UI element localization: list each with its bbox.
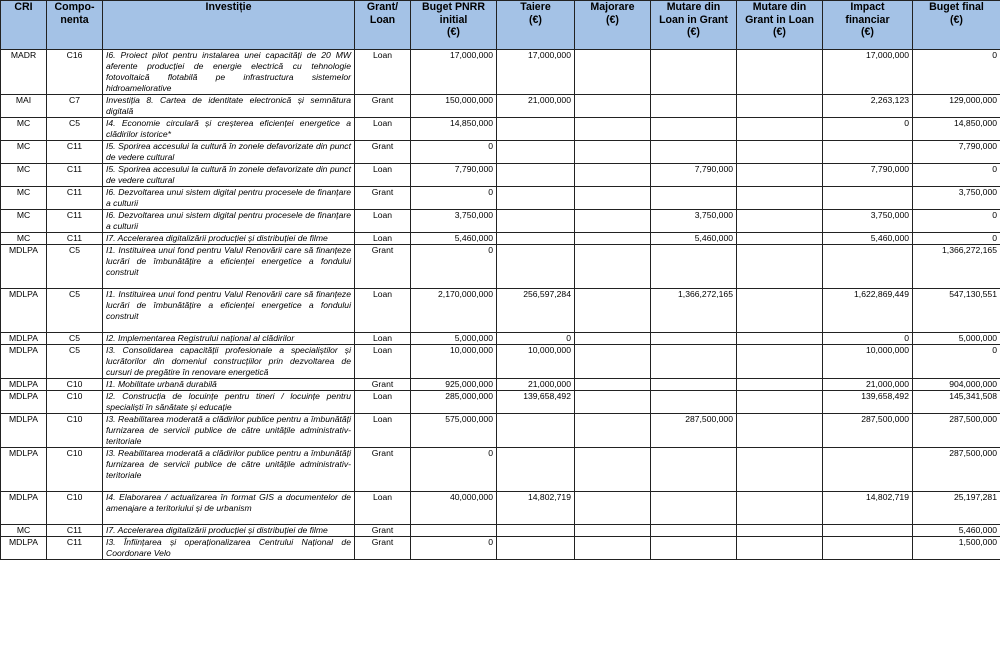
cell-mutare-loan-grant: 5,460,000 bbox=[651, 233, 737, 245]
cell-grant-loan: Loan bbox=[355, 233, 411, 245]
cell-buget-final: 0 bbox=[913, 50, 1000, 95]
cell-cri: MDLPA bbox=[1, 492, 47, 525]
cell-grant-loan: Grant bbox=[355, 95, 411, 118]
cell-majorare bbox=[575, 537, 651, 560]
cell-taiere bbox=[497, 210, 575, 233]
table-row bbox=[1, 333, 1000, 345]
cell-componenta: C16 bbox=[47, 50, 103, 95]
cell-mutare-grant-loan bbox=[737, 95, 823, 118]
cell-mutare-grant-loan bbox=[737, 164, 823, 187]
cell-impact: 139,658,492 bbox=[823, 391, 913, 414]
table-row bbox=[1, 95, 1000, 118]
cell-investitie: I2. Implementarea Registrului național al clădirilor bbox=[103, 333, 355, 345]
cell-componenta: C11 bbox=[47, 164, 103, 187]
cell-componenta: C5 bbox=[47, 289, 103, 333]
header-row bbox=[1, 1, 1000, 50]
cell-investitie: I6. Dezvoltarea unui sistem digital pentru procesele de finanțare a culturii bbox=[103, 187, 355, 210]
cell-grant-loan: Loan bbox=[355, 333, 411, 345]
table-row bbox=[1, 345, 1000, 379]
cell-majorare bbox=[575, 333, 651, 345]
cell-componenta: C11 bbox=[47, 537, 103, 560]
cell-taiere bbox=[497, 414, 575, 448]
cell-buget-initial bbox=[411, 525, 497, 537]
cell-buget-final: 7,790,000 bbox=[913, 141, 1000, 164]
col-header-mutare-grant-loan: Mutare din Grant in Loan (€) bbox=[737, 1, 823, 50]
table-row bbox=[1, 391, 1000, 414]
cell-mutare-loan-grant bbox=[651, 118, 737, 141]
cell-investitie: I1. Instituirea unui fond pentru Valul Renovării care să finanțeze lucrări de îmbunătățire a eficienței energetice a fondului construit bbox=[103, 245, 355, 289]
cell-cri: MC bbox=[1, 118, 47, 141]
cell-componenta: C10 bbox=[47, 379, 103, 391]
col-header-componenta: Compo- nenta bbox=[47, 1, 103, 50]
cell-majorare bbox=[575, 414, 651, 448]
cell-investitie: Investiția 8. Cartea de identitate electronică și semnătura digitală bbox=[103, 95, 355, 118]
cell-mutare-loan-grant: 3,750,000 bbox=[651, 210, 737, 233]
cell-buget-final: 129,000,000 bbox=[913, 95, 1000, 118]
cell-mutare-loan-grant bbox=[651, 379, 737, 391]
cell-grant-loan: Grant bbox=[355, 537, 411, 560]
cell-investitie: I4. Elaborarea / actualizarea în format GIS a documentelor de amenajare a teritoriului și de urbanism bbox=[103, 492, 355, 525]
cell-mutare-grant-loan bbox=[737, 345, 823, 379]
cell-mutare-loan-grant bbox=[651, 50, 737, 95]
cell-taiere bbox=[497, 118, 575, 141]
cell-investitie: I5. Sporirea accesului la cultură în zonele defavorizate din punct de vedere cultural bbox=[103, 141, 355, 164]
cell-grant-loan: Loan bbox=[355, 391, 411, 414]
cell-cri: MC bbox=[1, 141, 47, 164]
cell-grant-loan: Loan bbox=[355, 50, 411, 95]
cell-majorare bbox=[575, 118, 651, 141]
cell-grant-loan: Grant bbox=[355, 379, 411, 391]
cell-buget-initial: 5,460,000 bbox=[411, 233, 497, 245]
cell-majorare bbox=[575, 95, 651, 118]
cell-buget-initial: 575,000,000 bbox=[411, 414, 497, 448]
cell-buget-final: 1,366,272,165 bbox=[913, 245, 1000, 289]
cell-mutare-loan-grant bbox=[651, 333, 737, 345]
cell-cri: MADR bbox=[1, 50, 47, 95]
cell-mutare-loan-grant bbox=[651, 95, 737, 118]
cell-investitie: I1. Instituirea unui fond pentru Valul Renovării care să finanțeze lucrări de îmbunătățire a eficienței energetice a fondului construit bbox=[103, 289, 355, 333]
cell-buget-initial: 14,850,000 bbox=[411, 118, 497, 141]
cell-majorare bbox=[575, 245, 651, 289]
cell-taiere: 17,000,000 bbox=[497, 50, 575, 95]
cell-impact: 0 bbox=[823, 333, 913, 345]
cell-impact: 14,802,719 bbox=[823, 492, 913, 525]
cell-grant-loan: Grant bbox=[355, 187, 411, 210]
cell-mutare-grant-loan bbox=[737, 391, 823, 414]
col-header-impact: Impact financiar (€) bbox=[823, 1, 913, 50]
col-header-cri: CRI bbox=[1, 1, 47, 50]
cell-mutare-loan-grant bbox=[651, 391, 737, 414]
cell-buget-final: 0 bbox=[913, 210, 1000, 233]
cell-componenta: C5 bbox=[47, 245, 103, 289]
cell-investitie: I7. Accelerarea digitalizării producției și distribuției de filme bbox=[103, 525, 355, 537]
cell-buget-initial: 2,170,000,000 bbox=[411, 289, 497, 333]
cell-grant-loan: Grant bbox=[355, 141, 411, 164]
cell-buget-initial: 0 bbox=[411, 141, 497, 164]
cell-majorare bbox=[575, 50, 651, 95]
cell-buget-initial: 40,000,000 bbox=[411, 492, 497, 525]
cell-impact bbox=[823, 187, 913, 210]
cell-cri: MDLPA bbox=[1, 391, 47, 414]
cell-buget-final: 14,850,000 bbox=[913, 118, 1000, 141]
cell-mutare-grant-loan bbox=[737, 379, 823, 391]
cell-cri: MC bbox=[1, 187, 47, 210]
cell-taiere bbox=[497, 164, 575, 187]
table-row bbox=[1, 492, 1000, 525]
cell-taiere: 21,000,000 bbox=[497, 379, 575, 391]
cell-mutare-grant-loan bbox=[737, 50, 823, 95]
cell-taiere: 0 bbox=[497, 333, 575, 345]
cell-grant-loan: Loan bbox=[355, 164, 411, 187]
cell-taiere bbox=[497, 187, 575, 210]
cell-componenta: C10 bbox=[47, 391, 103, 414]
cell-buget-initial: 0 bbox=[411, 187, 497, 210]
cell-mutare-loan-grant: 7,790,000 bbox=[651, 164, 737, 187]
cell-mutare-grant-loan bbox=[737, 118, 823, 141]
cell-majorare bbox=[575, 379, 651, 391]
cell-majorare bbox=[575, 391, 651, 414]
cell-buget-final: 145,341,508 bbox=[913, 391, 1000, 414]
cell-componenta: C10 bbox=[47, 414, 103, 448]
cell-componenta: C11 bbox=[47, 187, 103, 210]
cell-buget-initial: 285,000,000 bbox=[411, 391, 497, 414]
cell-impact: 1,622,869,449 bbox=[823, 289, 913, 333]
cell-buget-final: 3,750,000 bbox=[913, 187, 1000, 210]
cell-grant-loan: Loan bbox=[355, 289, 411, 333]
cell-buget-final: 904,000,000 bbox=[913, 379, 1000, 391]
cell-mutare-loan-grant bbox=[651, 187, 737, 210]
cell-buget-initial: 925,000,000 bbox=[411, 379, 497, 391]
cell-componenta: C5 bbox=[47, 118, 103, 141]
cell-majorare bbox=[575, 448, 651, 492]
cell-majorare bbox=[575, 164, 651, 187]
cell-buget-initial: 5,000,000 bbox=[411, 333, 497, 345]
cell-taiere bbox=[497, 141, 575, 164]
cell-cri: MDLPA bbox=[1, 245, 47, 289]
cell-investitie: I6. Proiect pilot pentru instalarea unei capacități de 20 MW aferente producției de energie electrică cu tehnologie fotovoltaică flotabilă pe infrastructura sistemelor hidroameliorative bbox=[103, 50, 355, 95]
cell-impact bbox=[823, 141, 913, 164]
cell-grant-loan: Grant bbox=[355, 448, 411, 492]
cell-majorare bbox=[575, 210, 651, 233]
cell-mutare-grant-loan bbox=[737, 245, 823, 289]
cell-majorare bbox=[575, 289, 651, 333]
table-row bbox=[1, 164, 1000, 187]
cell-taiere: 14,802,719 bbox=[497, 492, 575, 525]
cell-mutare-grant-loan bbox=[737, 333, 823, 345]
cell-majorare bbox=[575, 345, 651, 379]
cell-buget-final: 0 bbox=[913, 233, 1000, 245]
cell-investitie: I7. Accelerarea digitalizării producției și distribuției de filme bbox=[103, 233, 355, 245]
cell-mutare-grant-loan bbox=[737, 289, 823, 333]
cell-majorare bbox=[575, 233, 651, 245]
cell-mutare-grant-loan bbox=[737, 414, 823, 448]
cell-impact: 2,263,123 bbox=[823, 95, 913, 118]
cell-mutare-loan-grant bbox=[651, 141, 737, 164]
cell-investitie: I4. Economie circulară și creșterea eficienței energetice a clădirilor istorice* bbox=[103, 118, 355, 141]
cell-taiere bbox=[497, 525, 575, 537]
cell-majorare bbox=[575, 525, 651, 537]
cell-componenta: C11 bbox=[47, 525, 103, 537]
cell-mutare-grant-loan bbox=[737, 492, 823, 525]
cell-taiere bbox=[497, 537, 575, 560]
cell-mutare-loan-grant bbox=[651, 448, 737, 492]
cell-cri: MDLPA bbox=[1, 345, 47, 379]
cell-mutare-loan-grant: 287,500,000 bbox=[651, 414, 737, 448]
cell-buget-final: 5,460,000 bbox=[913, 525, 1000, 537]
cell-buget-initial: 0 bbox=[411, 448, 497, 492]
cell-buget-initial: 10,000,000 bbox=[411, 345, 497, 379]
cell-buget-final: 0 bbox=[913, 345, 1000, 379]
table-row bbox=[1, 245, 1000, 289]
cell-taiere bbox=[497, 448, 575, 492]
cell-impact: 21,000,000 bbox=[823, 379, 913, 391]
cell-taiere bbox=[497, 245, 575, 289]
table-row bbox=[1, 118, 1000, 141]
cell-componenta: C10 bbox=[47, 448, 103, 492]
cell-investitie: I5. Sporirea accesului la cultură în zonele defavorizate din punct de vedere cultural bbox=[103, 164, 355, 187]
table-row bbox=[1, 289, 1000, 333]
cell-grant-loan: Grant bbox=[355, 245, 411, 289]
cell-cri: MDLPA bbox=[1, 537, 47, 560]
cell-impact: 10,000,000 bbox=[823, 345, 913, 379]
table-row bbox=[1, 210, 1000, 233]
cell-componenta: C11 bbox=[47, 141, 103, 164]
cell-investitie: I3. Înființarea și operaționalizarea Centrului Național de Coordonare Velo bbox=[103, 537, 355, 560]
cell-componenta: C5 bbox=[47, 333, 103, 345]
table-row bbox=[1, 414, 1000, 448]
cell-majorare bbox=[575, 141, 651, 164]
cell-investitie: I3. Consolidarea capacității profesionale a specialiștilor și lucrătorilor din domeniul construcțiilor prin dezvoltarea de cursuri de pregătire în renovare energetică bbox=[103, 345, 355, 379]
col-header-buget-final: Buget final (€) bbox=[913, 1, 1000, 50]
cell-grant-loan: Loan bbox=[355, 118, 411, 141]
cell-taiere: 21,000,000 bbox=[497, 95, 575, 118]
cell-buget-final: 5,000,000 bbox=[913, 333, 1000, 345]
cell-cri: MDLPA bbox=[1, 414, 47, 448]
cell-buget-initial: 17,000,000 bbox=[411, 50, 497, 95]
cell-mutare-grant-loan bbox=[737, 448, 823, 492]
cell-cri: MC bbox=[1, 164, 47, 187]
table-row bbox=[1, 525, 1000, 537]
cell-grant-loan: Grant bbox=[355, 525, 411, 537]
cell-investitie: I3. Reabilitarea moderată a clădirilor publice pentru a îmbunătăți furnizarea de servicii publice de către unitățile administrativ-teritoriale bbox=[103, 414, 355, 448]
cell-taiere bbox=[497, 233, 575, 245]
cell-impact bbox=[823, 525, 913, 537]
cell-buget-final: 287,500,000 bbox=[913, 448, 1000, 492]
cell-buget-initial: 0 bbox=[411, 245, 497, 289]
cell-impact bbox=[823, 245, 913, 289]
table-row bbox=[1, 50, 1000, 95]
cell-mutare-grant-loan bbox=[737, 537, 823, 560]
cell-cri: MC bbox=[1, 525, 47, 537]
cell-buget-initial: 7,790,000 bbox=[411, 164, 497, 187]
cell-grant-loan: Loan bbox=[355, 210, 411, 233]
cell-taiere: 10,000,000 bbox=[497, 345, 575, 379]
cell-cri: MC bbox=[1, 233, 47, 245]
col-header-taiere: Taiere (€) bbox=[497, 1, 575, 50]
cell-impact: 287,500,000 bbox=[823, 414, 913, 448]
cell-mutare-loan-grant: 1,366,272,165 bbox=[651, 289, 737, 333]
cell-cri: MDLPA bbox=[1, 289, 47, 333]
table-row bbox=[1, 233, 1000, 245]
cell-mutare-grant-loan bbox=[737, 525, 823, 537]
cell-investitie: I3. Reabilitarea moderată a clădirilor publice pentru a îmbunătăți furnizarea de servicii publice de către unitățile administrativ-teritoriale bbox=[103, 448, 355, 492]
cell-cri: MDLPA bbox=[1, 333, 47, 345]
col-header-majorare: Majorare (€) bbox=[575, 1, 651, 50]
col-header-investitie: Investiție bbox=[103, 1, 355, 50]
cell-mutare-grant-loan bbox=[737, 210, 823, 233]
cell-buget-initial: 3,750,000 bbox=[411, 210, 497, 233]
cell-componenta: C5 bbox=[47, 345, 103, 379]
cell-buget-final: 287,500,000 bbox=[913, 414, 1000, 448]
cell-mutare-loan-grant bbox=[651, 245, 737, 289]
cell-cri: MDLPA bbox=[1, 448, 47, 492]
cell-mutare-loan-grant bbox=[651, 492, 737, 525]
cell-mutare-loan-grant bbox=[651, 345, 737, 379]
table-row bbox=[1, 187, 1000, 210]
cell-componenta: C7 bbox=[47, 95, 103, 118]
cell-buget-final: 0 bbox=[913, 164, 1000, 187]
cell-impact: 0 bbox=[823, 118, 913, 141]
cell-grant-loan: Loan bbox=[355, 345, 411, 379]
cell-impact: 5,460,000 bbox=[823, 233, 913, 245]
cell-impact bbox=[823, 448, 913, 492]
cell-cri: MAI bbox=[1, 95, 47, 118]
cell-majorare bbox=[575, 492, 651, 525]
cell-investitie: I6. Dezvoltarea unui sistem digital pentru procesele de finanțare a culturii bbox=[103, 210, 355, 233]
cell-cri: MC bbox=[1, 210, 47, 233]
cell-impact: 17,000,000 bbox=[823, 50, 913, 95]
cell-componenta: C11 bbox=[47, 233, 103, 245]
cell-investitie: I2. Construcția de locuințe pentru tineri / locuințe pentru specialiști în sănătate și educație bbox=[103, 391, 355, 414]
cell-mutare-grant-loan bbox=[737, 187, 823, 210]
cell-componenta: C11 bbox=[47, 210, 103, 233]
cell-grant-loan: Loan bbox=[355, 414, 411, 448]
cell-mutare-grant-loan bbox=[737, 141, 823, 164]
cell-mutare-grant-loan bbox=[737, 233, 823, 245]
table-row bbox=[1, 448, 1000, 492]
cell-mutare-loan-grant bbox=[651, 525, 737, 537]
col-header-buget-initial: Buget PNRR initial (€) bbox=[411, 1, 497, 50]
cell-majorare bbox=[575, 187, 651, 210]
cell-cri: MDLPA bbox=[1, 379, 47, 391]
cell-buget-initial: 150,000,000 bbox=[411, 95, 497, 118]
cell-impact: 3,750,000 bbox=[823, 210, 913, 233]
col-header-mutare-loan-grant: Mutare din Loan in Grant (€) bbox=[651, 1, 737, 50]
cell-investitie: I1. Mobilitate urbană durabilă bbox=[103, 379, 355, 391]
table-row bbox=[1, 379, 1000, 391]
cell-mutare-loan-grant bbox=[651, 537, 737, 560]
cell-impact: 7,790,000 bbox=[823, 164, 913, 187]
cell-buget-final: 1,500,000 bbox=[913, 537, 1000, 560]
cell-taiere: 139,658,492 bbox=[497, 391, 575, 414]
cell-grant-loan: Loan bbox=[355, 492, 411, 525]
cell-componenta: C10 bbox=[47, 492, 103, 525]
table-row bbox=[1, 141, 1000, 164]
cell-buget-final: 547,130,551 bbox=[913, 289, 1000, 333]
cell-impact bbox=[823, 537, 913, 560]
table-row bbox=[1, 537, 1000, 560]
cell-buget-final: 25,197,281 bbox=[913, 492, 1000, 525]
col-header-grant-loan: Grant/ Loan bbox=[355, 1, 411, 50]
cell-taiere: 256,597,284 bbox=[497, 289, 575, 333]
cell-buget-initial: 0 bbox=[411, 537, 497, 560]
